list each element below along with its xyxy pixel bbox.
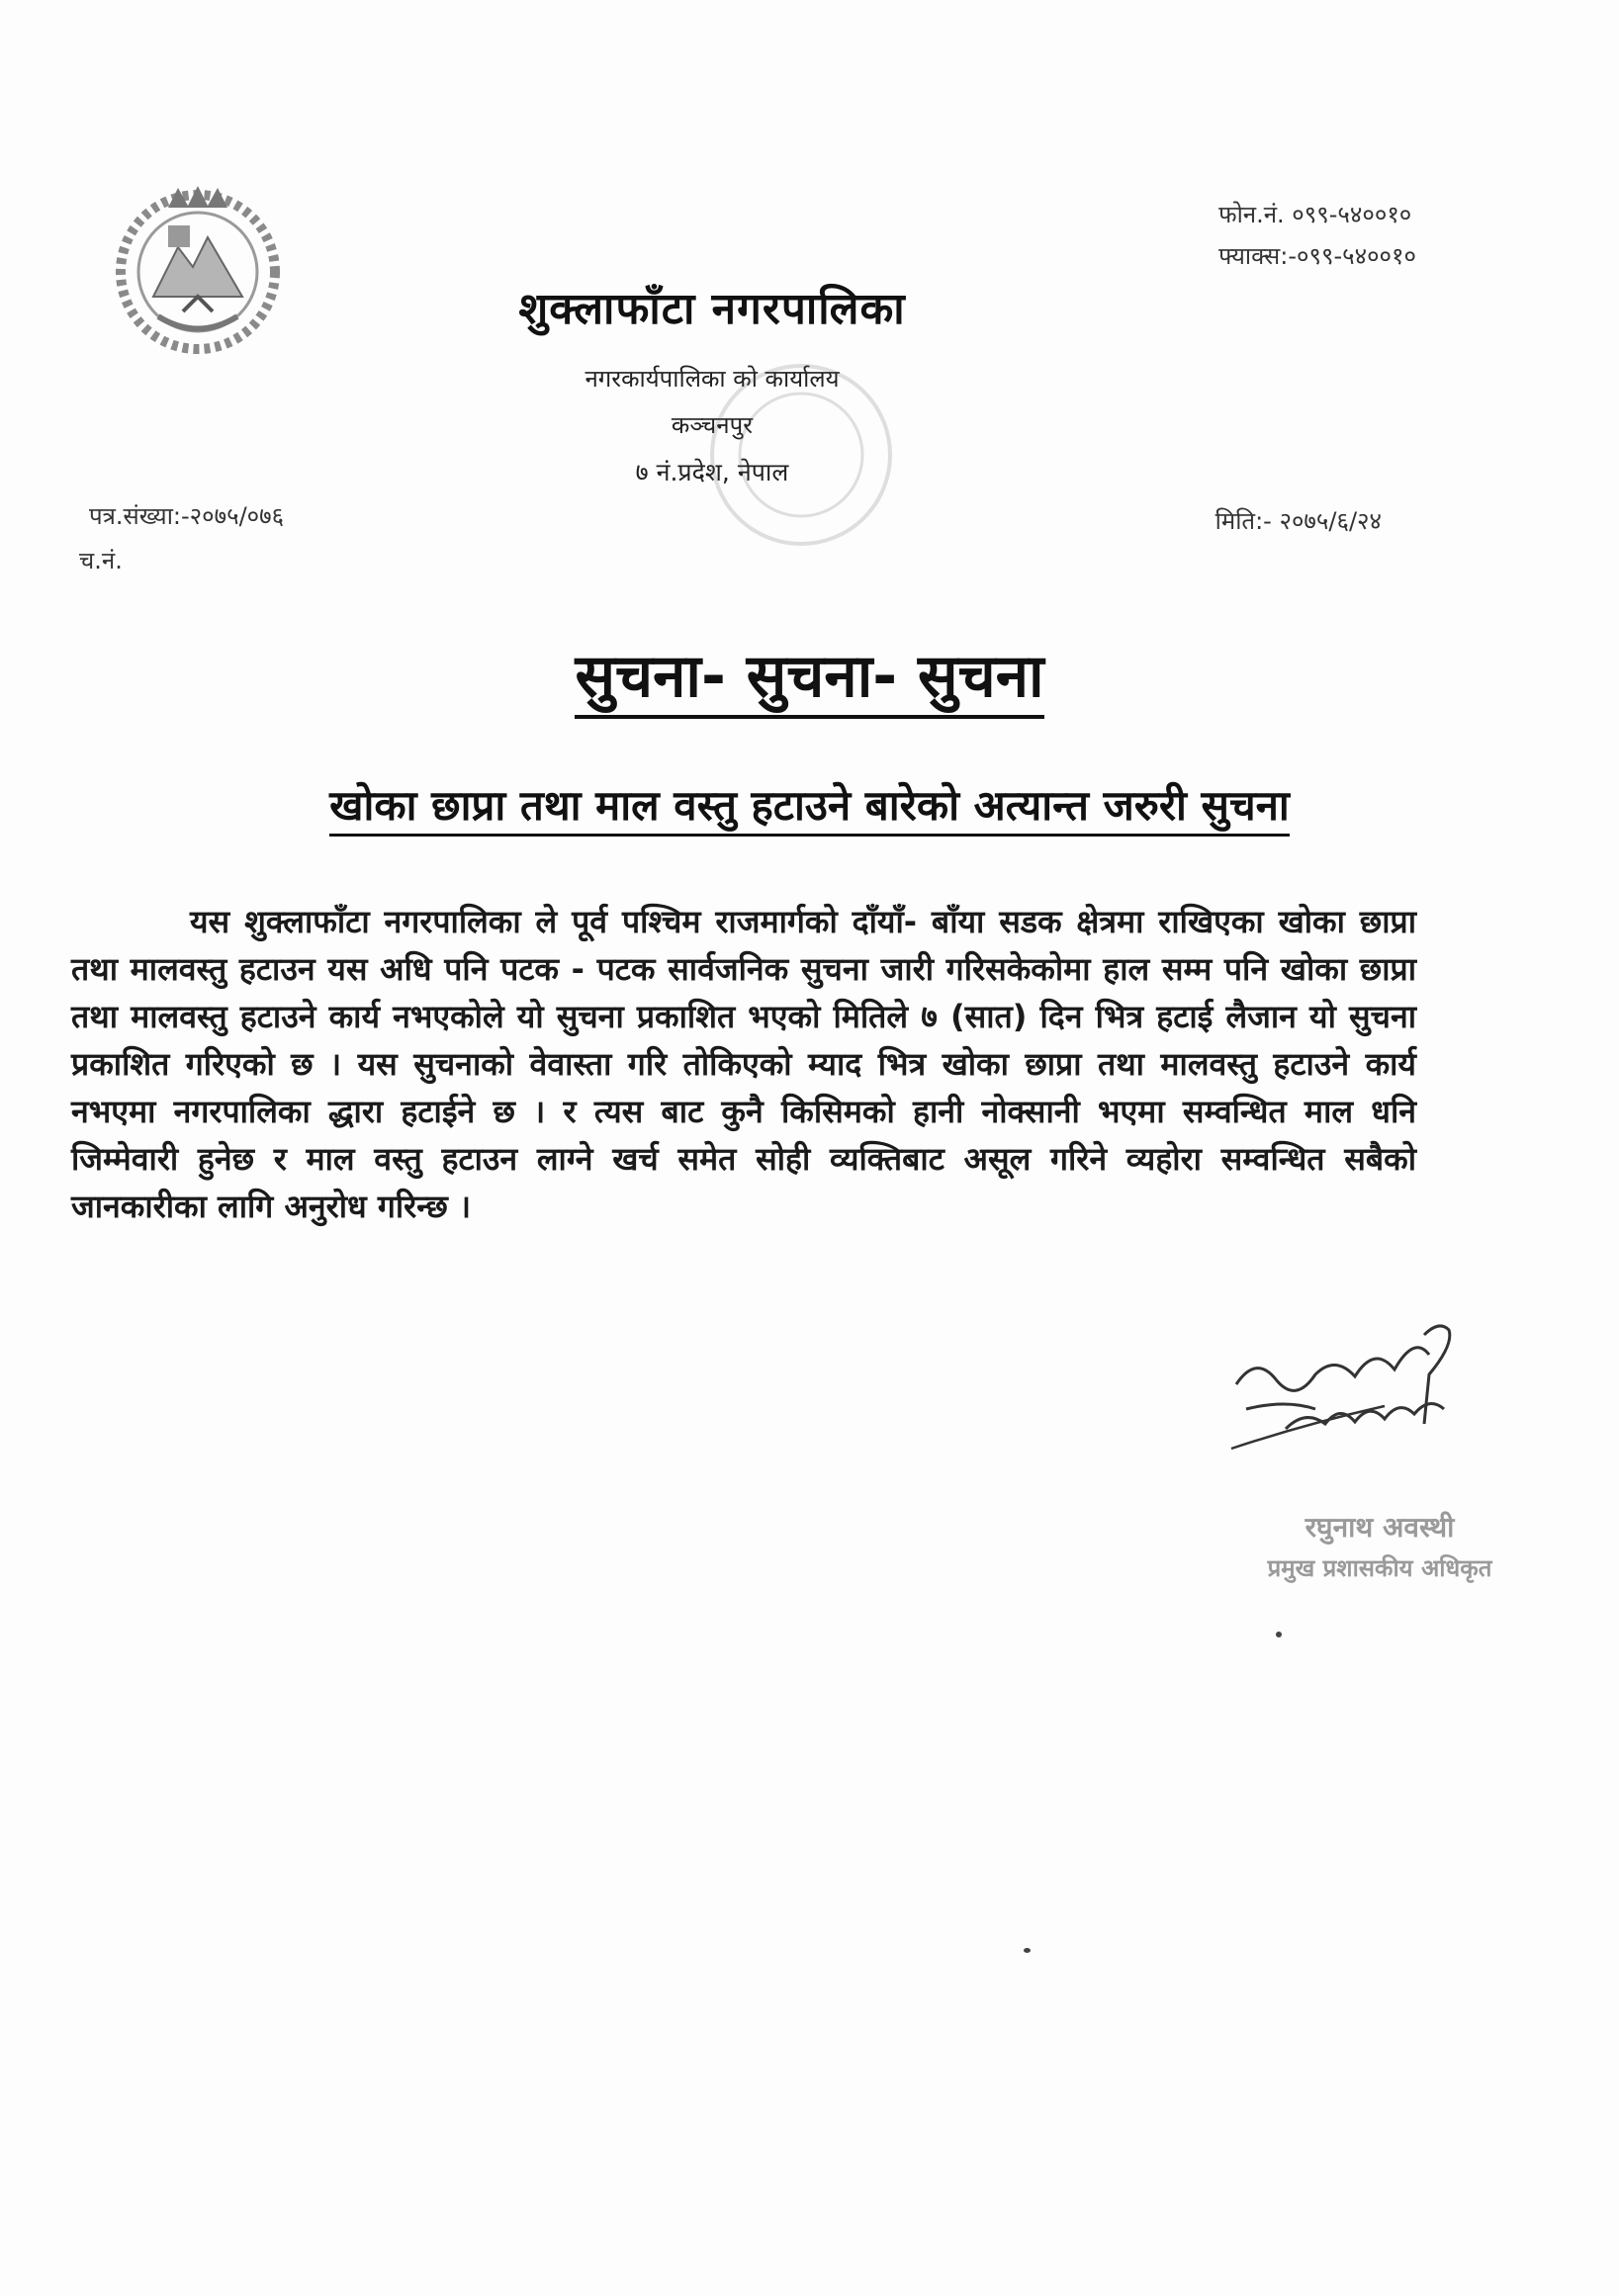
officer-stamp bbox=[1216, 1508, 1543, 1584]
notice-subject bbox=[0, 776, 1619, 833]
contact-info bbox=[1218, 194, 1416, 277]
phone-number: फोन.नं. ०९९-५४००१० bbox=[1218, 201, 1412, 228]
dispatch-number: च.नं. bbox=[79, 547, 123, 574]
officer-name: रघुनाथ अवस्थी bbox=[1304, 1511, 1455, 1544]
notice-body: यस शुक्लाफाँटा नगरपालिका ले पूर्व पश्चिम राजमार्गको दाँयाँ- बाँया सडक क्षेत्रमा राखिएका खोका छाप्रा तथा मालवस्तु हटाउन यस अधि पनि पटक - पटक सार्वजनिक सुचना जारी गरिसकेकोमा हाल सम्म पनि खोका छाप्रा तथा मालवस्तु हटाउने कार्य नभएकोले यो सुचना प्रकाशित भएको मितिले ७ (सात) दिन भित्र हटाई लैजान यो सुचना प्रकाशित गरिएको छ । यस सुचनाको वेवास्ता गरि तोकिएको म्याद भित्र खोका छाप्रा तथा मालवस्तु हटाउने कार्य नभएमा नगरपालिका द्धारा हटाईने छ । र त्यस बाट कुनै किसिमको हानी नोक्सानी भएमा सम्वन्धित माल धनि जिम्मेवारी हुनेछ र माल वस्तु हटाउन लाग्ने खर्च समेत सोही व्यक्तिबाट असूल गरिने व्यहोरा सम्वन्धित सबैको जानकारीका लागि अनुरोध गरिन्छ । bbox=[71, 903, 1416, 1225]
office-name: नगरकार्यपालिका को कार्यालय bbox=[585, 365, 840, 393]
province-address: ७ नं.प्रदेश, नेपाल bbox=[635, 458, 789, 486]
nepal-emblem-icon bbox=[99, 168, 297, 366]
letter-number: पत्र.संख्या:-२०७५/०७६ bbox=[89, 502, 285, 530]
officer-title: प्रमुख प्रशासकीय अधिकृत bbox=[1267, 1554, 1492, 1582]
paper-speck bbox=[1276, 1632, 1282, 1637]
notice-headline bbox=[0, 633, 1619, 714]
notice-date: मिति:- २०७५/६/२४ bbox=[1214, 507, 1382, 535]
handwritten-signature-icon bbox=[1226, 1315, 1464, 1463]
paper-speck bbox=[1024, 1948, 1031, 1953]
district-name: कञ्चनपुर bbox=[671, 411, 754, 439]
organization-name: शुक्लाफाँटा नगरपालिका bbox=[518, 284, 906, 334]
notice-subject-text: खोका छाप्रा तथा माल वस्तु हटाउने बारेको अत्यान्त जरुरी सुचना bbox=[329, 781, 1290, 837]
notice-headline-text: सुचना- सुचना- सुचना bbox=[575, 642, 1043, 719]
fax-number: फ्याक्स:-०९९-५४००१० bbox=[1218, 242, 1416, 270]
office-stamp-icon bbox=[692, 356, 910, 554]
